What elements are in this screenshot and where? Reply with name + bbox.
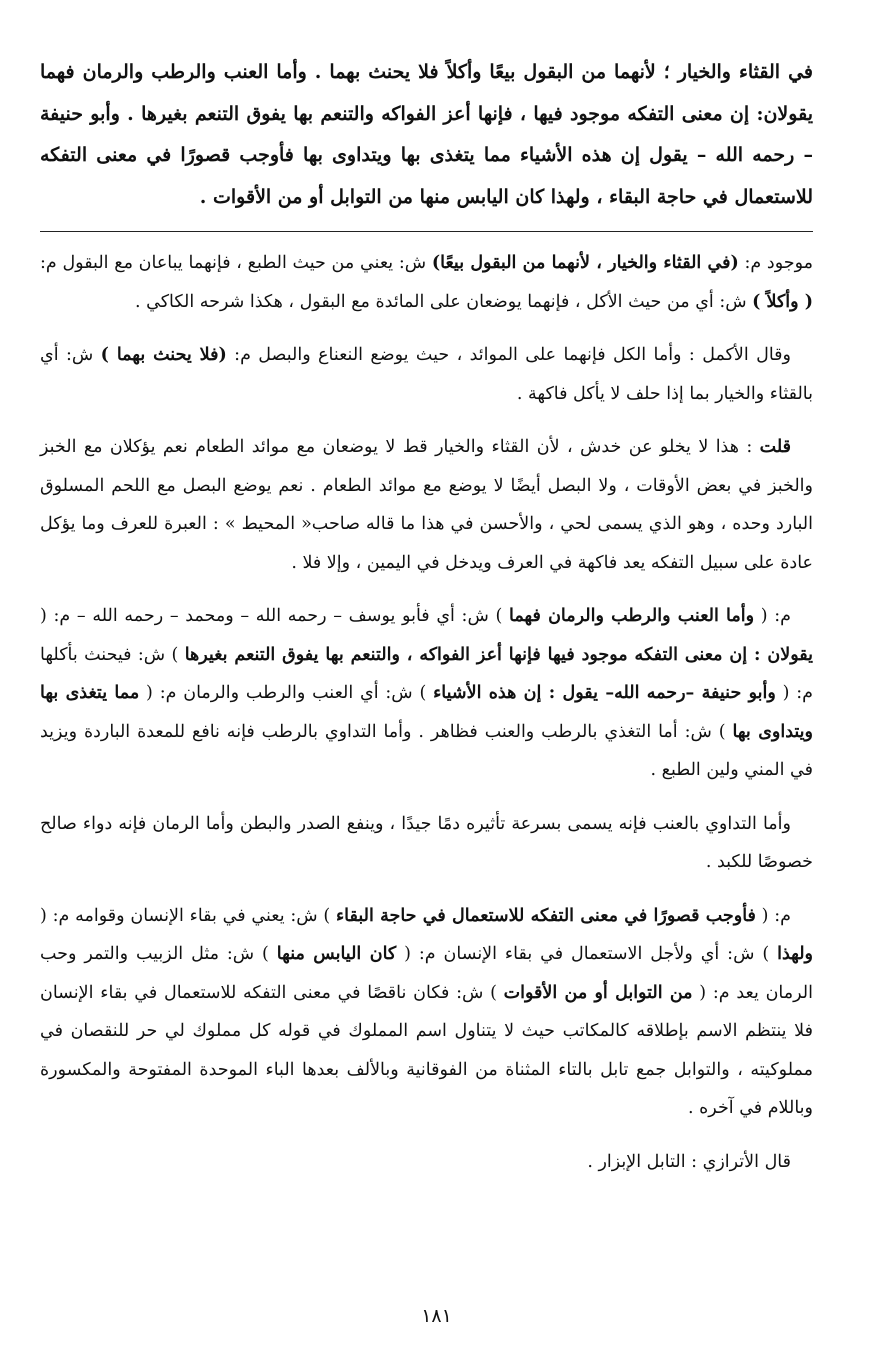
text-run: ) ش: يعني في بقاء الإنسان وقوامه م: ( [40,905,336,926]
quoted-matn: (فلا يحنث بهما ) [100,345,227,365]
quoted-matn: ولهذا [777,944,813,964]
text-run: موجود م: [738,253,813,273]
quoted-matn: يقولان : إن معنى التفكه موجود فيها فإنها أعز الفواكه ، والتنعم بها يفوق التنعم بغيرها [184,644,813,665]
text-run: وأما التداوي بالعنب فإنه يسمى بسرعة تأثيره دمًا جيدًا ، وينفع الصدر والبطن وأما الرمان فإنه دواء صالح خصوصًا للكبد . [40,813,813,872]
text-run: م: ( [755,905,791,926]
matn-text: في القثاء والخيار ؛ لأنهما من البقول بيعًا وأكلاً فلا يحنث بهما . وأما العنب والرطب والرمان فهما يقولان: إن معنى التفكه موجود فيها ، فإنها أعز الفواكه والتنعم بها يفوق التنعم بغيرها . وأبو حنيفة – رحمه الله – يقول إن هذه الأشياء مما يتغذى بها ويتداوى بها فأوجب قصورًا في معنى التفكه للاستعمال في حاجة البقاء ، ولهذا كان اليابس منها من التوابل أو من الأقوات . [40,61,813,208]
commentary-paragraph [40,597,813,790]
quoted-matn: وأما العنب والرطب والرمان فهما [508,606,755,626]
quoted-matn: وأبو حنيفة –رحمه الله– يقول : إن هذه الأشياء [433,683,776,703]
text-run: ش: أي من حيث الأكل ، فإنهما يوضعان على المائدة مع البقول ، هكذا شرحه الكاكي . [134,291,753,312]
text-run: ) ش: فكان ناقصًا في معنى التفكه للاستعمال في بقاء الإنسان فلا ينتظم الاسم بإطلاقه كالمكاتب حيث لا يتناول اسم المملوك في قوله كل مملوك لي حر للنقصان في مملوكيته ، والتوابل جمع تابل بالتاء المثناة من الفوقانية وبالألف بعدها الباء الموحدة المفتوحة والمكسورة وباللام في آخره . [40,982,813,1118]
text-run: ) ش: أي ولأجل الاستعمال في بقاء الإنسان م: ( [396,944,778,964]
text-run: ) ش: أي فأبو يوسف – رحمه الله – ومحمد – رحمه الله – م: ( [40,606,509,626]
commentary-paragraph [40,244,813,321]
text-run: ) ش: أي العنب والرطب والرمان م: ( [139,683,434,703]
text-run: قال الأترازي : التابل الإبزار . [587,1151,791,1172]
commentary-paragraph [40,336,813,413]
quoted-matn: فأوجب قصورًا في معنى التفكه للاستعمال في حاجة البقاء [335,905,756,926]
quoted-matn: كان اليابس منها [276,944,397,964]
commentary-paragraph [40,805,813,882]
text-run: : هذا لا يخلو عن خدش ، لأن القثاء والخيار قط لا يوضعان مع موائد الطعام نعم يؤكلان مع الخبز والخبز في بعض الأوقات ، ولا البصل أيضًا لا يوضع مع موائد الطعام . نعم يوضع البصل مع اللحم المسلوق البارد وحده ، وهو الذي يسمى لحي ، والأحسن في هذا ما قاله صاحب« المحيط » : العبرة للعرف وما يؤكل عادة على سبيل التفكه يعد فاكهة في العرف ويدخل في اليمين ، وإلا فلا . [40,437,813,573]
matn-block [40,52,813,218]
qultu-label: قلت [759,437,791,457]
commentary-paragraph [40,428,813,582]
text-run: ش: يعني من حيث الطبع ، فإنهما يباعان مع البقول م: [40,253,432,273]
page-number: ١٨١ [421,1305,452,1327]
quoted-matn: مما يتغذى بها ويتداوى بها [40,683,813,742]
quoted-matn: (في القثاء والخيار ، لأنهما من البقول بيعًا) [431,253,739,273]
text-run: م: ( [754,606,791,626]
commentary-paragraph [40,897,813,1128]
text-run: ) ش: مثل الزبيب والتمر وحب الرمان يعد م: ( [40,944,813,1003]
commentary-block [40,244,813,1196]
text-run: ش: أي بالقثاء والخيار بما إذا حلف لا يأكل فاكهة . [40,345,813,404]
text-run: وقال الأكمل : وأما الكل فإنهما على الموائد ، حيث يوضع النعناع والبصل م: [226,345,791,365]
quoted-matn: من التوابل أو من الأقوات [503,982,693,1003]
separator-rule [40,231,813,232]
text-run: ) ش: فيحنث بأكلها م: ( [40,644,813,703]
quoted-matn: ( وأكلاً ) [752,291,813,312]
commentary-paragraph [40,1143,813,1182]
text-run: ) ش: أما التغذي بالرطب والعنب فظاهر . وأما التداوي بالرطب فإنه نافع للمعدة الباردة ويزيد في المني ولين الطبع . [40,721,813,780]
